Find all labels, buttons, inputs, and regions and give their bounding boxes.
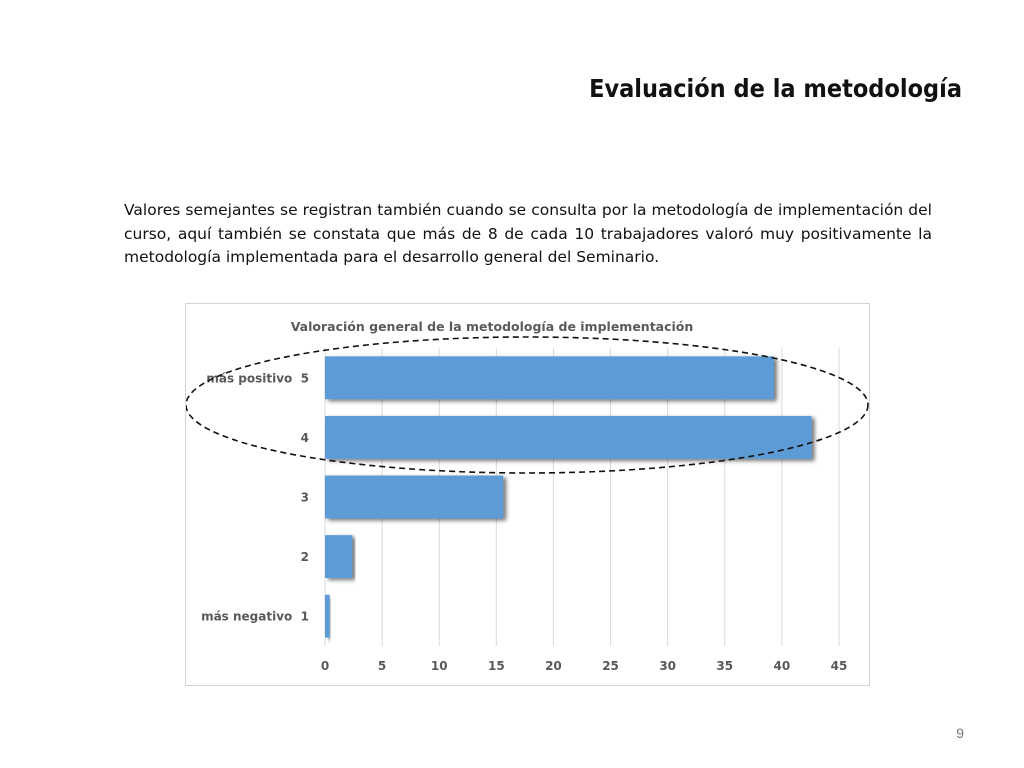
category-label: 3 xyxy=(300,490,309,505)
category-label: más negativo 1 xyxy=(201,609,309,624)
x-tick-label: 45 xyxy=(830,659,848,673)
x-tick-label: 40 xyxy=(773,659,791,673)
x-tick-label: 10 xyxy=(430,659,448,673)
bar-chart xyxy=(185,303,870,686)
x-tick-label: 20 xyxy=(545,659,562,673)
x-tick-label: 25 xyxy=(602,659,619,673)
bars xyxy=(325,356,812,637)
bar xyxy=(325,476,503,519)
x-tick-label: 0 xyxy=(320,659,330,673)
bar xyxy=(325,535,352,578)
category-labels xyxy=(201,371,309,623)
slide-title: Evaluación de la metodología xyxy=(589,74,962,103)
chart-title: Valoración general de la metodología de implementación xyxy=(290,319,694,334)
page-number: 9 xyxy=(956,725,964,741)
body-paragraph: Valores semejantes se registran también cuando se consulta por la metodología de implementación del curso, aquí también se constata que más de 8 de cada 10 trabajadores valoró muy positivamente la metodología implementada para el desarrollo general del Seminario. xyxy=(124,201,932,266)
chart-svg xyxy=(186,304,869,685)
x-tick-label: 5 xyxy=(377,659,387,673)
x-tick-labels xyxy=(321,659,848,673)
category-label: 4 xyxy=(300,430,309,445)
bar xyxy=(325,356,774,399)
bar xyxy=(325,595,330,638)
x-tick-label: 35 xyxy=(716,659,734,673)
category-label: más positivo 5 xyxy=(206,371,309,386)
bar xyxy=(325,416,812,459)
x-tick-label: 15 xyxy=(487,659,505,673)
category-label: 2 xyxy=(300,550,309,565)
x-tick-label: 30 xyxy=(659,659,677,673)
